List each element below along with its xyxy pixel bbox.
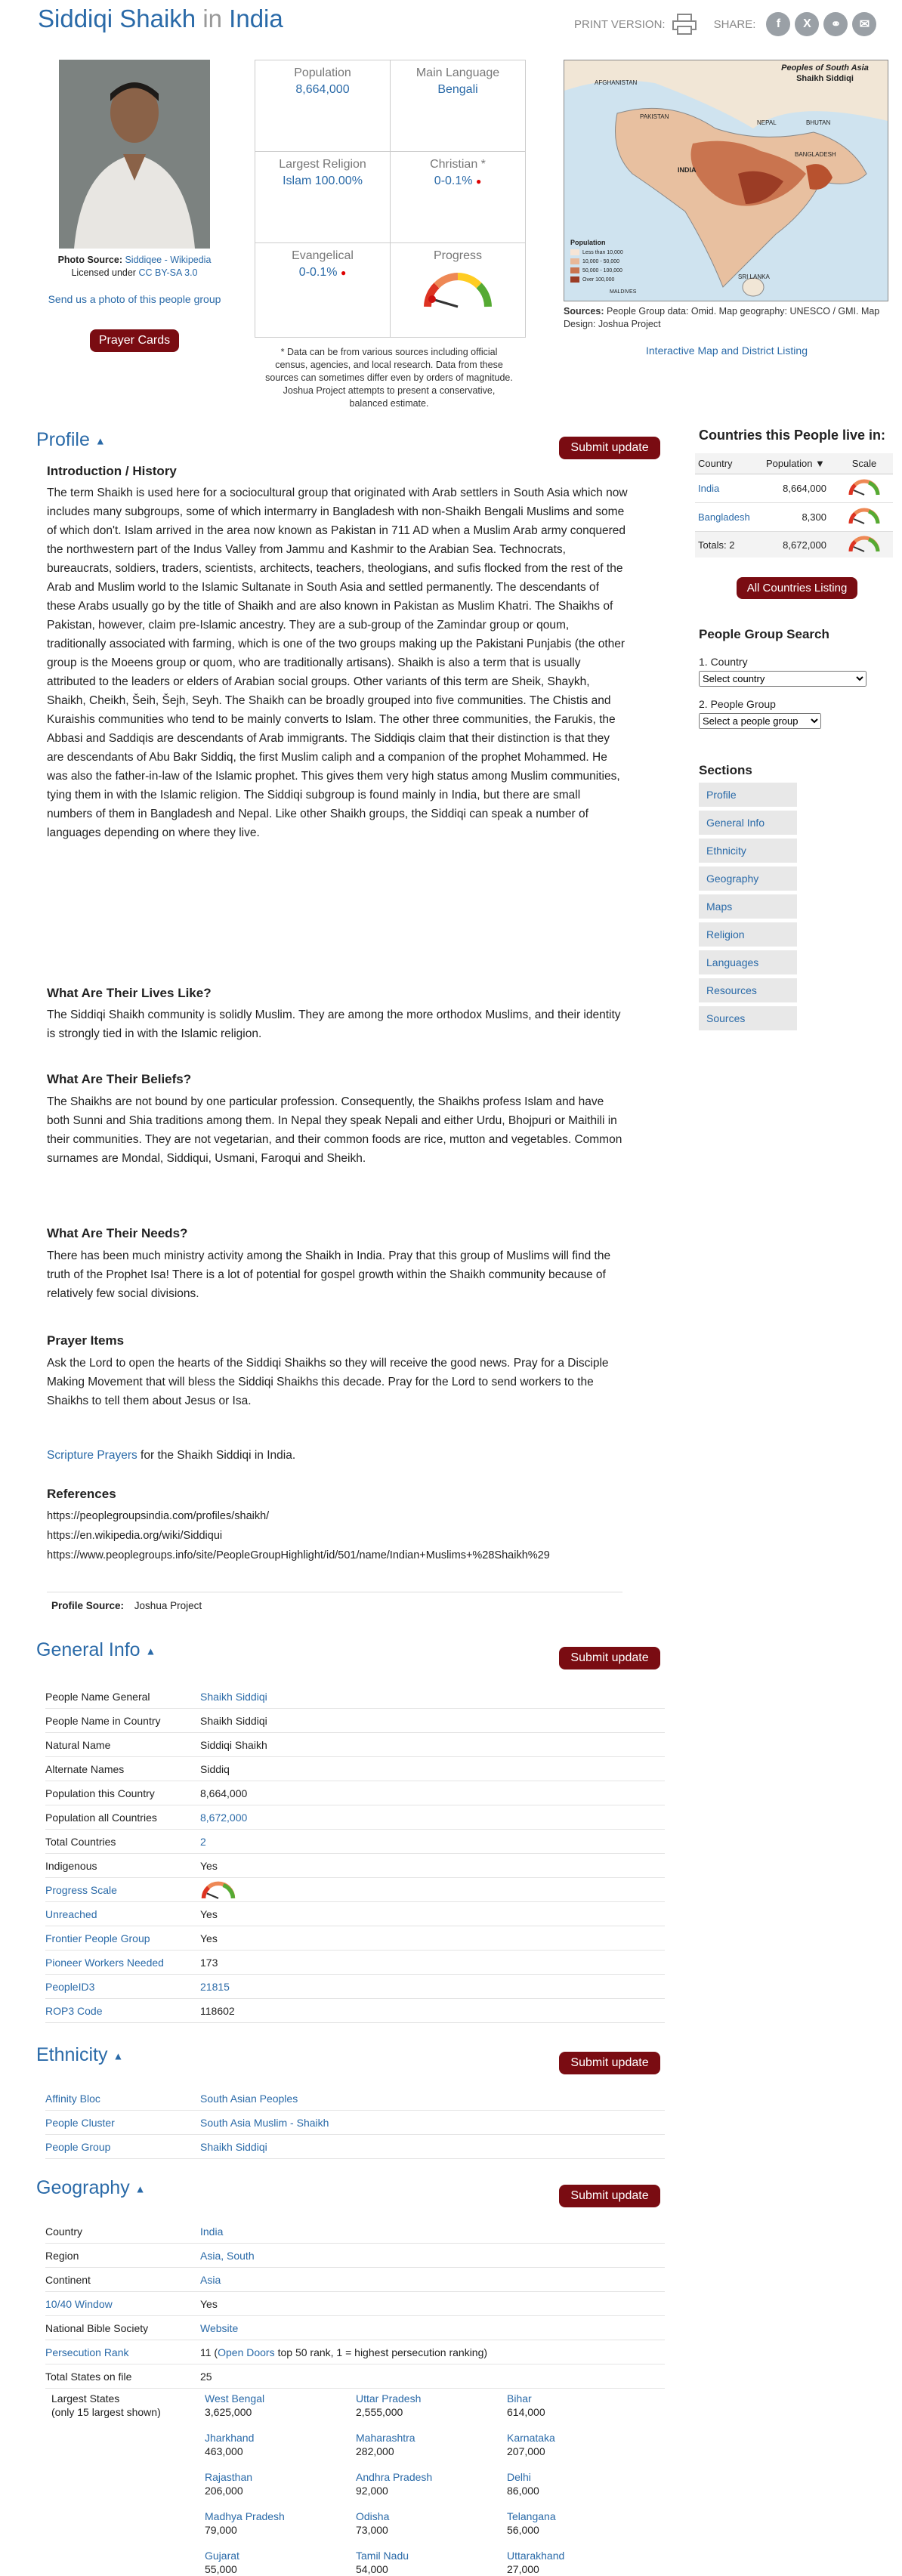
- table-row[interactable]: [695, 503, 893, 532]
- reference-item: https://en.wikipedia.org/wiki/Siddiqui: [47, 1530, 223, 1542]
- persecution-note: top 50 rank, 1 = highest persecution ranking): [277, 2346, 488, 2358]
- legend-item: 50,000 - 100,000: [582, 268, 622, 273]
- state-item: [507, 2392, 545, 2419]
- row-value[interactable]: Website: [200, 2321, 239, 2334]
- totals-row: [695, 532, 893, 558]
- row-value[interactable]: Shaikh Siddiqi: [200, 1690, 267, 1703]
- lives-text: The Siddiqi Shaikh community is solidly Muslim. They are among the more orthodox Muslims, and their identity is strongly tied in with the Islamic religion.: [47, 1008, 621, 1040]
- data-note: * Data can be from various sources including official census, agencies, and local research. Data from these sources can sometimes differ even by orders of magnitude. Joshua Project attempts to present a conservative, balanced estimate.: [265, 347, 513, 409]
- state-link[interactable]: Tamil Nadu: [356, 2550, 409, 2562]
- row-value: 25: [200, 2370, 212, 2383]
- state-link[interactable]: Andhra Pradesh: [356, 2471, 433, 2483]
- row-value: 11: [200, 2346, 212, 2358]
- state-link[interactable]: Rajasthan: [205, 2471, 253, 2483]
- status-dot-icon: ●: [475, 176, 482, 187]
- beliefs-text: The Shaikhs are not bound by one particular profession. Consequently, the Shaikhs profess Islam and have both Sunni and Shia traditions among them. In Nepal they speak Nepali and either Urdu, Bhojpuri or Maithili in their communities. They are not vegetarian, and their common foods are rice, mutton and vegetables. Common surnames are Mondal, Siddiqui, Usmani, Faroqui and Sheikh.: [47, 1095, 622, 1165]
- map-label: MALDIVES: [610, 289, 637, 295]
- row-value[interactable]: 8,672,000: [200, 1811, 248, 1824]
- intro-text: The term Shaikh is used here for a sociocultural group that originated with Arab settlers in South Asia which now includes many subgroups, some of which intermarry in Bangladesh with non-Shaikh Bengali Muslims and some of which don't. Islam arrived in the area now known as Pakistan in 711 AD when a Muslim Arab army conquered the northwestern part of the Indus Valley from Jammu and Kashmir to the Arabian Sea. Technocrats, bureaucrats, soldiers, traders, scientists, architects, teachers, theologians, and sufis flocked from the rest of the Arab and Muslim world to the Islamic Sultanate in South Asia and settled permanently. The descendants of these Arabs usually go by the title of Shaikh and are also known in Pakistan as Muslim Khatri. The Shaikhs of Pakistan, however, claim pre-Islamic ancestry. They are a sub-group of the Zamindar group or qoum, traditionally associated with farming, which is one of the two groups making up the Pakistani Punjabis (the other group is the Moeens group or quom, who are traditionally artisans). Shaikh is also a term that is usually attributed to the leaders or elders of Arabian social groups. Other variants of this term are Sheik, Shaykh, Shaikh, Cheikh, Šeih, Šejh, Seyh. The Shaikh can be broadly grouped into five communities. The Chistis and Kuraishis communities who tend to be mainly converts to Islam. The other three communities, the Farukis, the Abbasi and Saddiqis are descendants of Arab immigrants. The Siddiqis claim that their distinction is that they are descendants of Abu Bakr Siddiq, the first Muslim caliph and a companion of the prophet Mohammed. He was also the father-in-law of the Islamic prophet. This gives them very high status among Muslim communities, tying them in with the Islamic religion. The Siddiqi subgroup is found mainly in India, but there are small numbers of them in Bangladesh and Nepal. Like other Shaikh groups, the Siddiqi can speak a number of languages depending on where they live.: [47, 486, 628, 839]
- row-value[interactable]: 21815: [200, 1980, 230, 1993]
- row-label: Population all Countries: [45, 1811, 157, 1824]
- section-link-resources[interactable]: Resources: [699, 978, 797, 1002]
- row-label: Region: [45, 2249, 79, 2262]
- state-link[interactable]: Madhya Pradesh: [205, 2510, 285, 2522]
- row-label[interactable]: 10/40 Window: [45, 2297, 113, 2310]
- row-value[interactable]: South Asia Muslim - Shaikh: [200, 2116, 329, 2129]
- photo-credit: [30, 254, 239, 280]
- sections-title: Sections: [699, 763, 752, 777]
- row-label: National Bible Society: [45, 2321, 149, 2334]
- info-row: [45, 2219, 665, 2244]
- chevron-up-icon: ▲: [145, 1645, 156, 1657]
- state-item: [507, 2431, 555, 2458]
- state-population: 86,000: [507, 2485, 539, 2497]
- lives-heading: What Are Their Lives Like?: [47, 986, 212, 1000]
- prayer-heading: Prayer Items: [47, 1333, 125, 1348]
- state-population: 79,000: [205, 2524, 237, 2536]
- general-submit-button[interactable]: Submit update: [559, 1647, 660, 1669]
- map-sources: [564, 305, 890, 331]
- state-link[interactable]: Jharkhand: [205, 2432, 255, 2444]
- info-row: [45, 2292, 665, 2316]
- state-population: 55,000: [205, 2563, 237, 2575]
- ethnicity-heading[interactable]: [36, 2044, 123, 2066]
- language-stat: [390, 60, 526, 152]
- population-label: Population: [294, 66, 351, 79]
- countries-title: Countries this People live in:: [699, 428, 886, 443]
- group-select-label: 2. People Group: [699, 698, 776, 710]
- state-population: 92,000: [356, 2485, 388, 2497]
- map-legend-title: Population: [570, 239, 606, 246]
- print-label: PRINT VERSION:: [574, 17, 666, 31]
- row-label[interactable]: People Group: [45, 2140, 111, 2153]
- section-link-general-info[interactable]: General Info: [699, 811, 797, 835]
- state-item: [507, 2470, 539, 2497]
- row-label: Continent: [45, 2273, 91, 2286]
- state-link[interactable]: Telangana: [507, 2510, 556, 2522]
- state-item: [205, 2431, 254, 2458]
- geography-title: Geography: [36, 2177, 130, 2198]
- progress-gauge-icon: [200, 1880, 236, 1900]
- profile-source-label: Profile Source:: [51, 1600, 125, 1611]
- country-name: India: [229, 5, 283, 32]
- info-row: [45, 2135, 665, 2159]
- reference-item: https://peoplegroupsindia.com/profiles/shaikh/: [47, 1510, 270, 1522]
- col-country[interactable]: Country: [698, 458, 733, 469]
- state-population: 3,625,000: [205, 2406, 252, 2418]
- status-dot-icon: ●: [340, 267, 347, 278]
- section-link-ethnicity[interactable]: Ethnicity: [699, 839, 797, 863]
- state-link[interactable]: Odisha: [356, 2510, 390, 2522]
- row-value[interactable]: South Asian Peoples: [200, 2092, 298, 2105]
- state-item: [205, 2549, 239, 2576]
- info-row: [45, 2268, 665, 2292]
- religion-label: Largest Religion: [279, 158, 366, 171]
- state-link[interactable]: Gujarat: [205, 2550, 239, 2562]
- population-value: 8,664,000: [295, 83, 350, 96]
- row-label: People Name in Country: [45, 1714, 161, 1727]
- state-link[interactable]: Delhi: [507, 2471, 531, 2483]
- sections-nav: [699, 783, 797, 1034]
- info-row: [45, 2316, 665, 2340]
- row-value: Siddiq: [200, 1762, 230, 1775]
- col-scale: Scale: [851, 458, 877, 469]
- row-value: Siddiqi Shaikh: [200, 1738, 267, 1751]
- row-label[interactable]: Persecution Rank: [45, 2346, 129, 2358]
- map-label: AFGHANISTAN: [595, 79, 638, 86]
- ethnicity-submit-button[interactable]: Submit update: [559, 2052, 660, 2074]
- progress-stat: [390, 242, 526, 338]
- row-value: Yes: [200, 1907, 218, 1920]
- section-link-geography[interactable]: Geography: [699, 866, 797, 891]
- state-population: 206,000: [205, 2485, 243, 2497]
- map-label: BHUTAN: [806, 119, 831, 126]
- language-label: Main Language: [415, 66, 500, 79]
- profile-source: [51, 1600, 202, 1611]
- map-subtitle: Shaikh Siddiqi: [796, 74, 854, 83]
- state-item: [507, 2549, 564, 2576]
- state-item: [356, 2431, 415, 2458]
- state-item: [205, 2470, 252, 2497]
- state-population: 27,000: [507, 2563, 539, 2575]
- scripture-prayers-link[interactable]: Scripture Prayers: [47, 1449, 137, 1462]
- map-label: BANGLADESH: [795, 151, 836, 158]
- row-value: Yes: [200, 1932, 218, 1944]
- countries-table-header: [695, 453, 893, 474]
- state-population: 54,000: [356, 2563, 388, 2575]
- license-label: Licensed under: [71, 267, 136, 278]
- section-link-religion[interactable]: Religion: [699, 922, 797, 947]
- license-link[interactable]: CC BY-SA 3.0: [138, 267, 198, 278]
- profile-source-value: Joshua Project: [134, 1600, 202, 1611]
- legend-item: Less than 10,000: [582, 250, 623, 255]
- row-label[interactable]: People Cluster: [45, 2116, 115, 2129]
- all-countries-button[interactable]: All Countries Listing: [737, 577, 857, 599]
- prayer-cards-button[interactable]: Prayer Cards: [90, 329, 179, 352]
- row-value[interactable]: India: [200, 2225, 224, 2238]
- row-label: People Name General: [45, 1690, 150, 1703]
- open-doors-link[interactable]: Open Doors: [218, 2346, 275, 2358]
- prayer-text: Ask the Lord to open the hearts of the Siddiqi Shaikhs so they will receive the good news. Pray for a Disciple Making Movement that will bless the Siddiqi Shaikhs this decade. Pray for the Lord to send workers to the Shaikhs to tell them about Jesus or Isa.: [47, 1357, 609, 1407]
- state-population: 282,000: [356, 2445, 394, 2457]
- state-item: [356, 2510, 389, 2537]
- needs-text: There has been much ministry activity among the Shaikh in India. Pray that this group of Muslims will find the truth of the Prophet Isa! There is a lot of potential for gospel growth within the Shaikh community because of relatively few social divisions.: [47, 1249, 611, 1300]
- profile-submit-button[interactable]: Submit update: [559, 437, 660, 459]
- country-population: 8,300: [802, 511, 826, 523]
- info-row: [45, 1951, 665, 1975]
- state-link[interactable]: Uttarakhand: [507, 2550, 565, 2562]
- scripture-line: [47, 1446, 295, 1465]
- profile-title: Profile: [36, 429, 90, 450]
- countries-table: [695, 453, 893, 558]
- state-link[interactable]: West Bengal: [205, 2392, 265, 2405]
- country-population: 8,664,000: [783, 483, 826, 494]
- state-item: [205, 2510, 285, 2537]
- totals-population: 8,672,000: [783, 539, 826, 551]
- state-population: 56,000: [507, 2524, 539, 2536]
- info-row: [45, 2111, 665, 2135]
- christian-value: 0-0.1%: [434, 175, 473, 187]
- info-row: Persecution Rank 11 ( Open Doors top 50 rank, 1 = highest persecution ranking): [45, 2340, 665, 2364]
- references-heading: References: [47, 1487, 116, 1501]
- progress-gauge-icon[interactable]: [842, 478, 887, 499]
- map-label: NEPAL: [757, 119, 777, 126]
- info-row: [45, 1854, 665, 1878]
- map-sources-label: Sources:: [564, 306, 604, 317]
- map-label: PAKISTAN: [640, 113, 669, 120]
- state-population: 463,000: [205, 2445, 243, 2457]
- population-stat: [255, 60, 391, 152]
- geography-heading[interactable]: [36, 2177, 146, 2199]
- print-share-bar: [574, 12, 876, 36]
- row-label: Population this Country: [45, 1787, 155, 1799]
- largest-states-label: [51, 2392, 161, 2419]
- country-select[interactable]: [699, 671, 866, 687]
- row-value: Yes: [200, 1859, 218, 1872]
- info-row: [45, 2244, 665, 2268]
- state-link[interactable]: Maharashtra: [356, 2432, 415, 2444]
- link-icon[interactable]: ⚭: [823, 12, 848, 36]
- language-link[interactable]: Bengali: [437, 83, 478, 96]
- info-row: [45, 1805, 665, 1830]
- info-row: [45, 1902, 665, 1926]
- scripture-rest: for the Shaikh Siddiqi in India.: [141, 1449, 296, 1462]
- map-sources-text: People Group data: Omid. Map geography: UNESCO / GMI. Map Design: Joshua Project: [564, 306, 880, 329]
- row-label[interactable]: ROP3 Code: [45, 2004, 103, 2017]
- map-title: Peoples of South Asia: [781, 63, 869, 73]
- info-row: [45, 2364, 665, 2389]
- intro-heading: Introduction / History: [47, 464, 177, 478]
- section-link-profile[interactable]: Profile: [699, 783, 797, 807]
- title-in: in: [202, 5, 222, 32]
- page-title: [38, 5, 283, 33]
- country-link[interactable]: India: [698, 483, 720, 494]
- country-select-label: 1. Country: [699, 656, 748, 668]
- info-row: [45, 1757, 665, 1781]
- interactive-map-link[interactable]: Interactive Map and District Listing: [646, 344, 808, 357]
- progress-label: Progress: [433, 249, 483, 262]
- send-photo-link[interactable]: Send us a photo of this people group: [48, 293, 221, 305]
- map-legend: [582, 249, 623, 285]
- map-label: SRI LANKA: [738, 273, 770, 280]
- row-label[interactable]: Affinity Bloc: [45, 2092, 100, 2105]
- photo-source-label: Photo Source:: [57, 255, 122, 265]
- info-row: [45, 1999, 665, 2023]
- people-name: Siddiqi Shaikh: [38, 5, 196, 32]
- religion-stat: [255, 151, 391, 243]
- state-population: 614,000: [507, 2406, 545, 2418]
- row-value[interactable]: Asia: [200, 2273, 221, 2286]
- christian-label: Christian *: [430, 158, 486, 171]
- info-row: [45, 1685, 665, 1709]
- progress-gauge-icon: [842, 535, 887, 555]
- totals-count: 2: [729, 539, 735, 551]
- section-link-maps[interactable]: Maps: [699, 894, 797, 919]
- row-value: 8,664,000: [200, 1787, 248, 1799]
- row-label[interactable]: Unreached: [45, 1907, 97, 1920]
- evangelical-stat: [255, 242, 391, 338]
- map-label: INDIA: [678, 166, 697, 174]
- facebook-icon[interactable]: f: [766, 12, 790, 36]
- row-value: 173: [200, 1956, 218, 1969]
- row-label: Indigenous: [45, 1859, 97, 1872]
- general-info-title: General Info: [36, 1639, 141, 1660]
- col-population[interactable]: Population ▼: [766, 458, 825, 469]
- search-title: People Group Search: [699, 627, 829, 641]
- legend-item: 10,000 - 50,000: [582, 259, 620, 264]
- religion-value: Islam 100.00%: [283, 175, 363, 187]
- email-icon[interactable]: ✉: [852, 12, 876, 36]
- people-map[interactable]: [564, 60, 888, 301]
- section-link-languages[interactable]: Languages: [699, 950, 797, 974]
- row-value: Yes: [200, 2297, 218, 2310]
- row-value[interactable]: Asia, South: [200, 2249, 255, 2262]
- chevron-up-icon: ▲: [113, 2049, 124, 2062]
- needs-heading: What Are Their Needs?: [47, 1226, 188, 1240]
- profile-heading[interactable]: [36, 429, 106, 451]
- row-label[interactable]: PeopleID3: [45, 1980, 95, 1993]
- state-link[interactable]: Karnataka: [507, 2432, 555, 2444]
- totals-label: Totals:: [698, 539, 727, 551]
- state-population: 207,000: [507, 2445, 545, 2457]
- country-link[interactable]: Bangladesh: [698, 511, 750, 523]
- row-label: Total States on file: [45, 2370, 132, 2383]
- info-row: [45, 2086, 665, 2111]
- info-row: [45, 1926, 665, 1951]
- row-value[interactable]: 2: [200, 1835, 206, 1848]
- info-row: [45, 1975, 665, 1999]
- progress-gauge-icon[interactable]: [842, 507, 887, 527]
- largest-states-sub: (only 15 largest shown): [51, 2406, 161, 2418]
- state-population: 73,000: [356, 2524, 388, 2536]
- row-value: Shaikh Siddiqi: [200, 1714, 267, 1727]
- row-value: 118602: [200, 2004, 235, 2017]
- row-label: Alternate Names: [45, 1762, 125, 1775]
- reference-item: https://www.peoplegroups.info/site/PeopleGroupHighlight/id/501/name/Indian+Muslims+%28Shaikh%29: [47, 1549, 550, 1561]
- share-label: SHARE:: [713, 17, 756, 31]
- state-item: [356, 2549, 409, 2576]
- christian-stat: [390, 151, 526, 243]
- chevron-up-icon: ▲: [94, 434, 106, 447]
- references-list: [47, 1506, 550, 1565]
- general-info-heading[interactable]: [36, 1639, 156, 1661]
- row-label[interactable]: Progress Scale: [45, 1883, 117, 1896]
- chevron-up-icon: ▲: [134, 2182, 146, 2195]
- state-link[interactable]: Bihar: [507, 2392, 532, 2405]
- info-row: [45, 1709, 665, 1733]
- info-row: [45, 1733, 665, 1757]
- printer-icon[interactable]: [672, 13, 697, 36]
- beliefs-heading: What Are Their Beliefs?: [47, 1072, 192, 1086]
- state-population: 2,555,000: [356, 2406, 403, 2418]
- geography-submit-button[interactable]: Submit update: [559, 2185, 660, 2207]
- row-value[interactable]: Shaikh Siddiqi: [200, 2140, 267, 2153]
- info-row: [45, 1781, 665, 1805]
- row-label: Total Countries: [45, 1835, 116, 1848]
- row-label: Natural Name: [45, 1738, 111, 1751]
- section-link-sources[interactable]: Sources: [699, 1006, 797, 1030]
- info-row: [45, 1830, 665, 1854]
- state-link[interactable]: Uttar Pradesh: [356, 2392, 422, 2405]
- photo-source-link[interactable]: Siddiqee - Wikipedia: [125, 255, 212, 265]
- x-icon[interactable]: X: [795, 12, 819, 36]
- evangelical-value: 0-0.1%: [298, 266, 338, 279]
- state-item: [356, 2392, 421, 2419]
- people-group-select[interactable]: [699, 713, 821, 729]
- info-row: [45, 1878, 665, 1902]
- state-item: [205, 2392, 264, 2419]
- progress-gauge-icon[interactable]: [422, 266, 494, 311]
- table-row[interactable]: [695, 474, 893, 503]
- row-label: Country: [45, 2225, 83, 2238]
- evangelical-label: Evangelical: [292, 249, 354, 262]
- largest-states-title: Largest States: [51, 2392, 120, 2405]
- legend-item: Over 100,000: [582, 277, 615, 283]
- state-item: [356, 2470, 432, 2497]
- state-item: [507, 2510, 556, 2537]
- people-photo: [59, 60, 210, 249]
- ethnicity-title: Ethnicity: [36, 2044, 108, 2065]
- row-label[interactable]: Frontier People Group: [45, 1932, 150, 1944]
- row-label[interactable]: Pioneer Workers Needed: [45, 1956, 164, 1969]
